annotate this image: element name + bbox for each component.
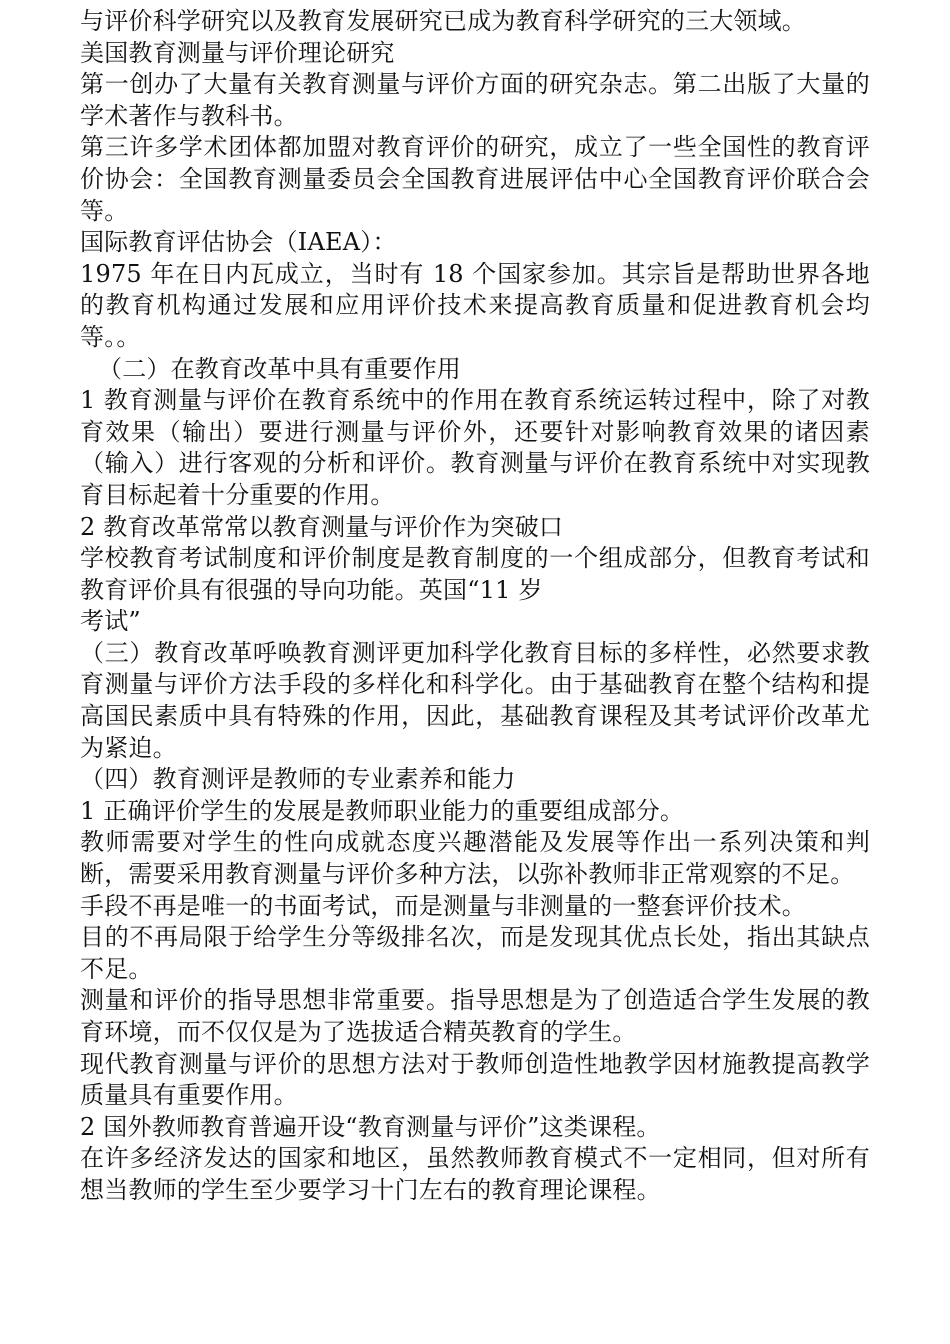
section-heading: （二）在教育改革中具有重要作用 bbox=[98, 354, 461, 383]
paragraph: 考试” bbox=[80, 607, 141, 636]
paragraph: 测量和评价的指导思想非常重要。指导思想是为了创造适合学生发展的教育环境，而不仅仅是为了选拔适合精英教育的学生。 bbox=[80, 986, 870, 1046]
paragraph: 目的不再局限于给学生分等级排名次，而是发现其优点长处，指出其缺点不足。 bbox=[80, 923, 870, 983]
section-heading: 美国教育测量与评价理论研究 bbox=[80, 38, 395, 67]
paragraph: 现代教育测量与评价的思想方法对于教师创造性地教学因材施教提高教学质量具有重要作用。 bbox=[80, 1049, 870, 1110]
paragraph: 与评价科学研究以及教育发展研究已成为教育科学研究的三大领域。 bbox=[80, 7, 806, 35]
numbered-heading: 1 正确评价学生的发展是教师职业能力的重要组成部分。 bbox=[80, 796, 685, 825]
paragraph: （三）教育改革呼唤教育测评更加科学化教育目标的多样性，必然要求教育测量与评价方法手段的多样化和科学化。由于基础教育在整个结构和提高国民素质中具有特殊的作用，因此，基础教育课程及其考试评价改革尤为紧迫。 bbox=[80, 638, 870, 762]
numbered-heading: 2 教育改革常常以教育测量与评价作为突破口 bbox=[80, 512, 564, 541]
paragraph: 学校教育考试制度和评价制度是教育制度的一个组成部分，但教育考试和教育评价具有很强的导向功能。英国“11 岁 bbox=[80, 544, 870, 604]
paragraph: 1975 年在日内瓦成立，当时有 18 个国家参加。其宗旨是帮助世界各地的教育机构通过发展和应用评价技术来提高教育质量和促进教育机会均等。。 bbox=[80, 259, 870, 351]
paragraph: 在许多经济发达的国家和地区，虽然教师教育模式不一定相同，但对所有想当教师的学生至少要学习十门左右的教育理论课程。 bbox=[80, 1144, 870, 1204]
section-heading: （四）教育测评是教师的专业素养和能力 bbox=[80, 765, 516, 794]
paragraph: 教师需要对学生的性向成就态度兴趣潜能及发展等作出一系列决策和判断，需要采用教育测量与评价多种方法，以弥补教师非正常观察的不足。 bbox=[80, 828, 870, 889]
paragraph: 手段不再是唯一的书面考试，而是测量与非测量的一整套评价技术。 bbox=[80, 891, 806, 920]
document-body bbox=[80, 6, 870, 1207]
section-heading: 国际教育评估协会（IAEA）： bbox=[80, 228, 397, 257]
paragraph: 1 教育测量与评价在教育系统中的作用在教育系统运转过程中，除了对教育效果（输出）要进行测量与评价外，还要针对影响教育效果的诸因素（输入）进行客观的分析和评价。教育测量与评价在教育系统中对实现教育目标起着十分重要的作用。 bbox=[80, 386, 870, 509]
paragraph: 第三许多学术团体都加盟对教育评价的研究，成立了一些全国性的教育评价协会：全国教育测量委员会全国教育进展评估中心全国教育评价联合会等。 bbox=[80, 133, 870, 225]
numbered-heading: 2 国外教师教育普遍开设“教育测量与评价”这类课程。 bbox=[80, 1112, 661, 1141]
paragraph: 第一创办了大量有关教育测量与评价方面的研究杂志。第二出版了大量的学术著作与教科书。 bbox=[80, 70, 870, 130]
